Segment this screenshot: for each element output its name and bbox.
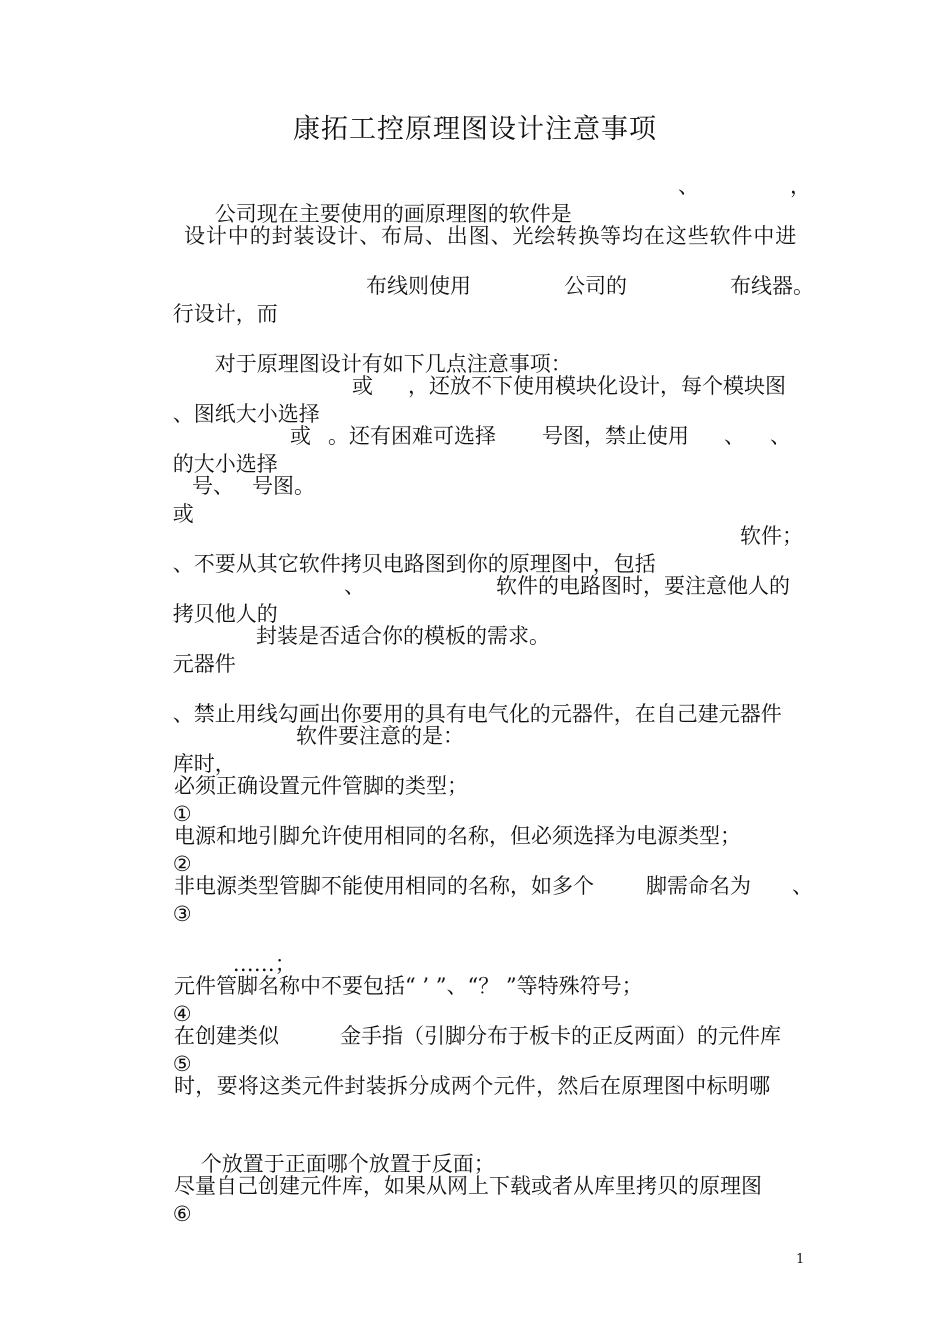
intro-line-3-c: 公司的 — [564, 274, 627, 298]
item1-line-3-a: 或 — [172, 502, 194, 526]
item2-line-2-a: 拷贝他人的 — [172, 602, 278, 626]
point-text: 元件管脚名称中不要包括“ ’ ”、“？ ”等特殊符号； — [174, 974, 643, 998]
item2-line-3-a: 元器件 — [172, 652, 236, 676]
point-text-c: 、 — [792, 874, 813, 898]
intro-line-3-d: 布线器。 — [730, 274, 814, 298]
point-text-b: 脚需命名为 — [646, 874, 751, 898]
point-text: 必须正确设置元件管脚的类型； — [174, 774, 468, 798]
intro-line-1-c: ， — [790, 174, 811, 198]
item2-line-1-a: 、不要从其它软件拷贝电路图到你的原理图中，包括 — [172, 552, 656, 576]
item1-line-2-a: 的大小选择 — [172, 452, 278, 476]
intro-line-4-text: 对于原理图设计有如下几点注意事项： — [214, 352, 572, 376]
intro-line-1-a: 公司现在主要使用的画原理图的软件是 — [214, 202, 572, 226]
item3-line-2-b: 软件要注意的是： — [296, 724, 464, 748]
item1-line-1-b: 或 — [352, 374, 373, 398]
item1-line-2-d: 号图，禁止使用 — [542, 424, 689, 448]
item2-line-2-c: 软件的电路图时，要注意他人的 — [496, 574, 790, 598]
intro-line-2 — [184, 222, 806, 250]
item2-line-3-b: 封装是否适合你的模板的需求。 — [256, 624, 550, 648]
intro-line-1-b: 、 — [678, 174, 699, 198]
intro-line-2-text: 设计中的封装设计、布局、出图、光绘转换等均在这些软件中进 — [184, 224, 798, 248]
item3-line-1-text: 、禁止用线勾画出你要用的具有电气化的元器件，在自己建元器件 — [172, 702, 782, 726]
item1-line-2-c: 。还有困难可选择 — [328, 424, 496, 448]
intro-line-3-b: 布线则使用 — [366, 274, 471, 298]
list-item-continuation — [174, 1072, 806, 1100]
point-text: 电源和地引脚允许使用相同的名称，但必须选择为电源类型； — [174, 824, 741, 848]
point-continuation: ……； — [232, 952, 296, 976]
point-text: 尽量自己创建元件库，如果从网上下载或者从库里拷贝的原理图 — [174, 1174, 762, 1198]
item1-line-2-b: 或 — [290, 424, 311, 448]
point-continuation-1: 时，要将这类元件封装拆分成两个元件，然后在原理图中标明哪 — [174, 1074, 771, 1098]
item3-line-2-a: 库时， — [172, 752, 236, 776]
item1-line-2-e: 、 — [724, 424, 745, 448]
item2-line-1-b: 软件； — [740, 524, 803, 548]
point-number: ① — [172, 802, 192, 826]
point-number: ⑤ — [172, 1052, 192, 1076]
point-text: 非电源类型管脚不能使用相同的名称，如多个 — [174, 874, 594, 898]
point-text-b: 金手指（引脚分布于板卡的正反两面）的元件库 — [340, 1024, 781, 1048]
page-number: 1 — [796, 1252, 805, 1267]
intro-line-3-a: 行设计，而 — [172, 302, 278, 326]
document-title: 康拓工控原理图设计注意事项 — [293, 114, 657, 145]
point-number: ② — [172, 852, 192, 876]
item1-line-1-c: ，还放不下使用模块化设计，每个模块图 — [408, 374, 786, 398]
list-item — [146, 1172, 806, 1284]
item1-line-1-a: 、图纸大小选择 — [172, 402, 320, 426]
item1-line-3-c: 号图。 — [252, 474, 315, 498]
point-number: ④ — [172, 1002, 192, 1026]
item1-line-2-f: 、 — [770, 424, 791, 448]
point-continuation-2: 个放置于正面哪个放置于反面； — [200, 1152, 495, 1176]
item1-line-3-b: 号、 — [192, 474, 234, 498]
point-text: 在创建类似 — [174, 1024, 279, 1048]
item2-line-2-b: 、 — [344, 574, 365, 598]
point-number: ③ — [172, 902, 192, 926]
point-number: ⑥ — [172, 1202, 192, 1226]
